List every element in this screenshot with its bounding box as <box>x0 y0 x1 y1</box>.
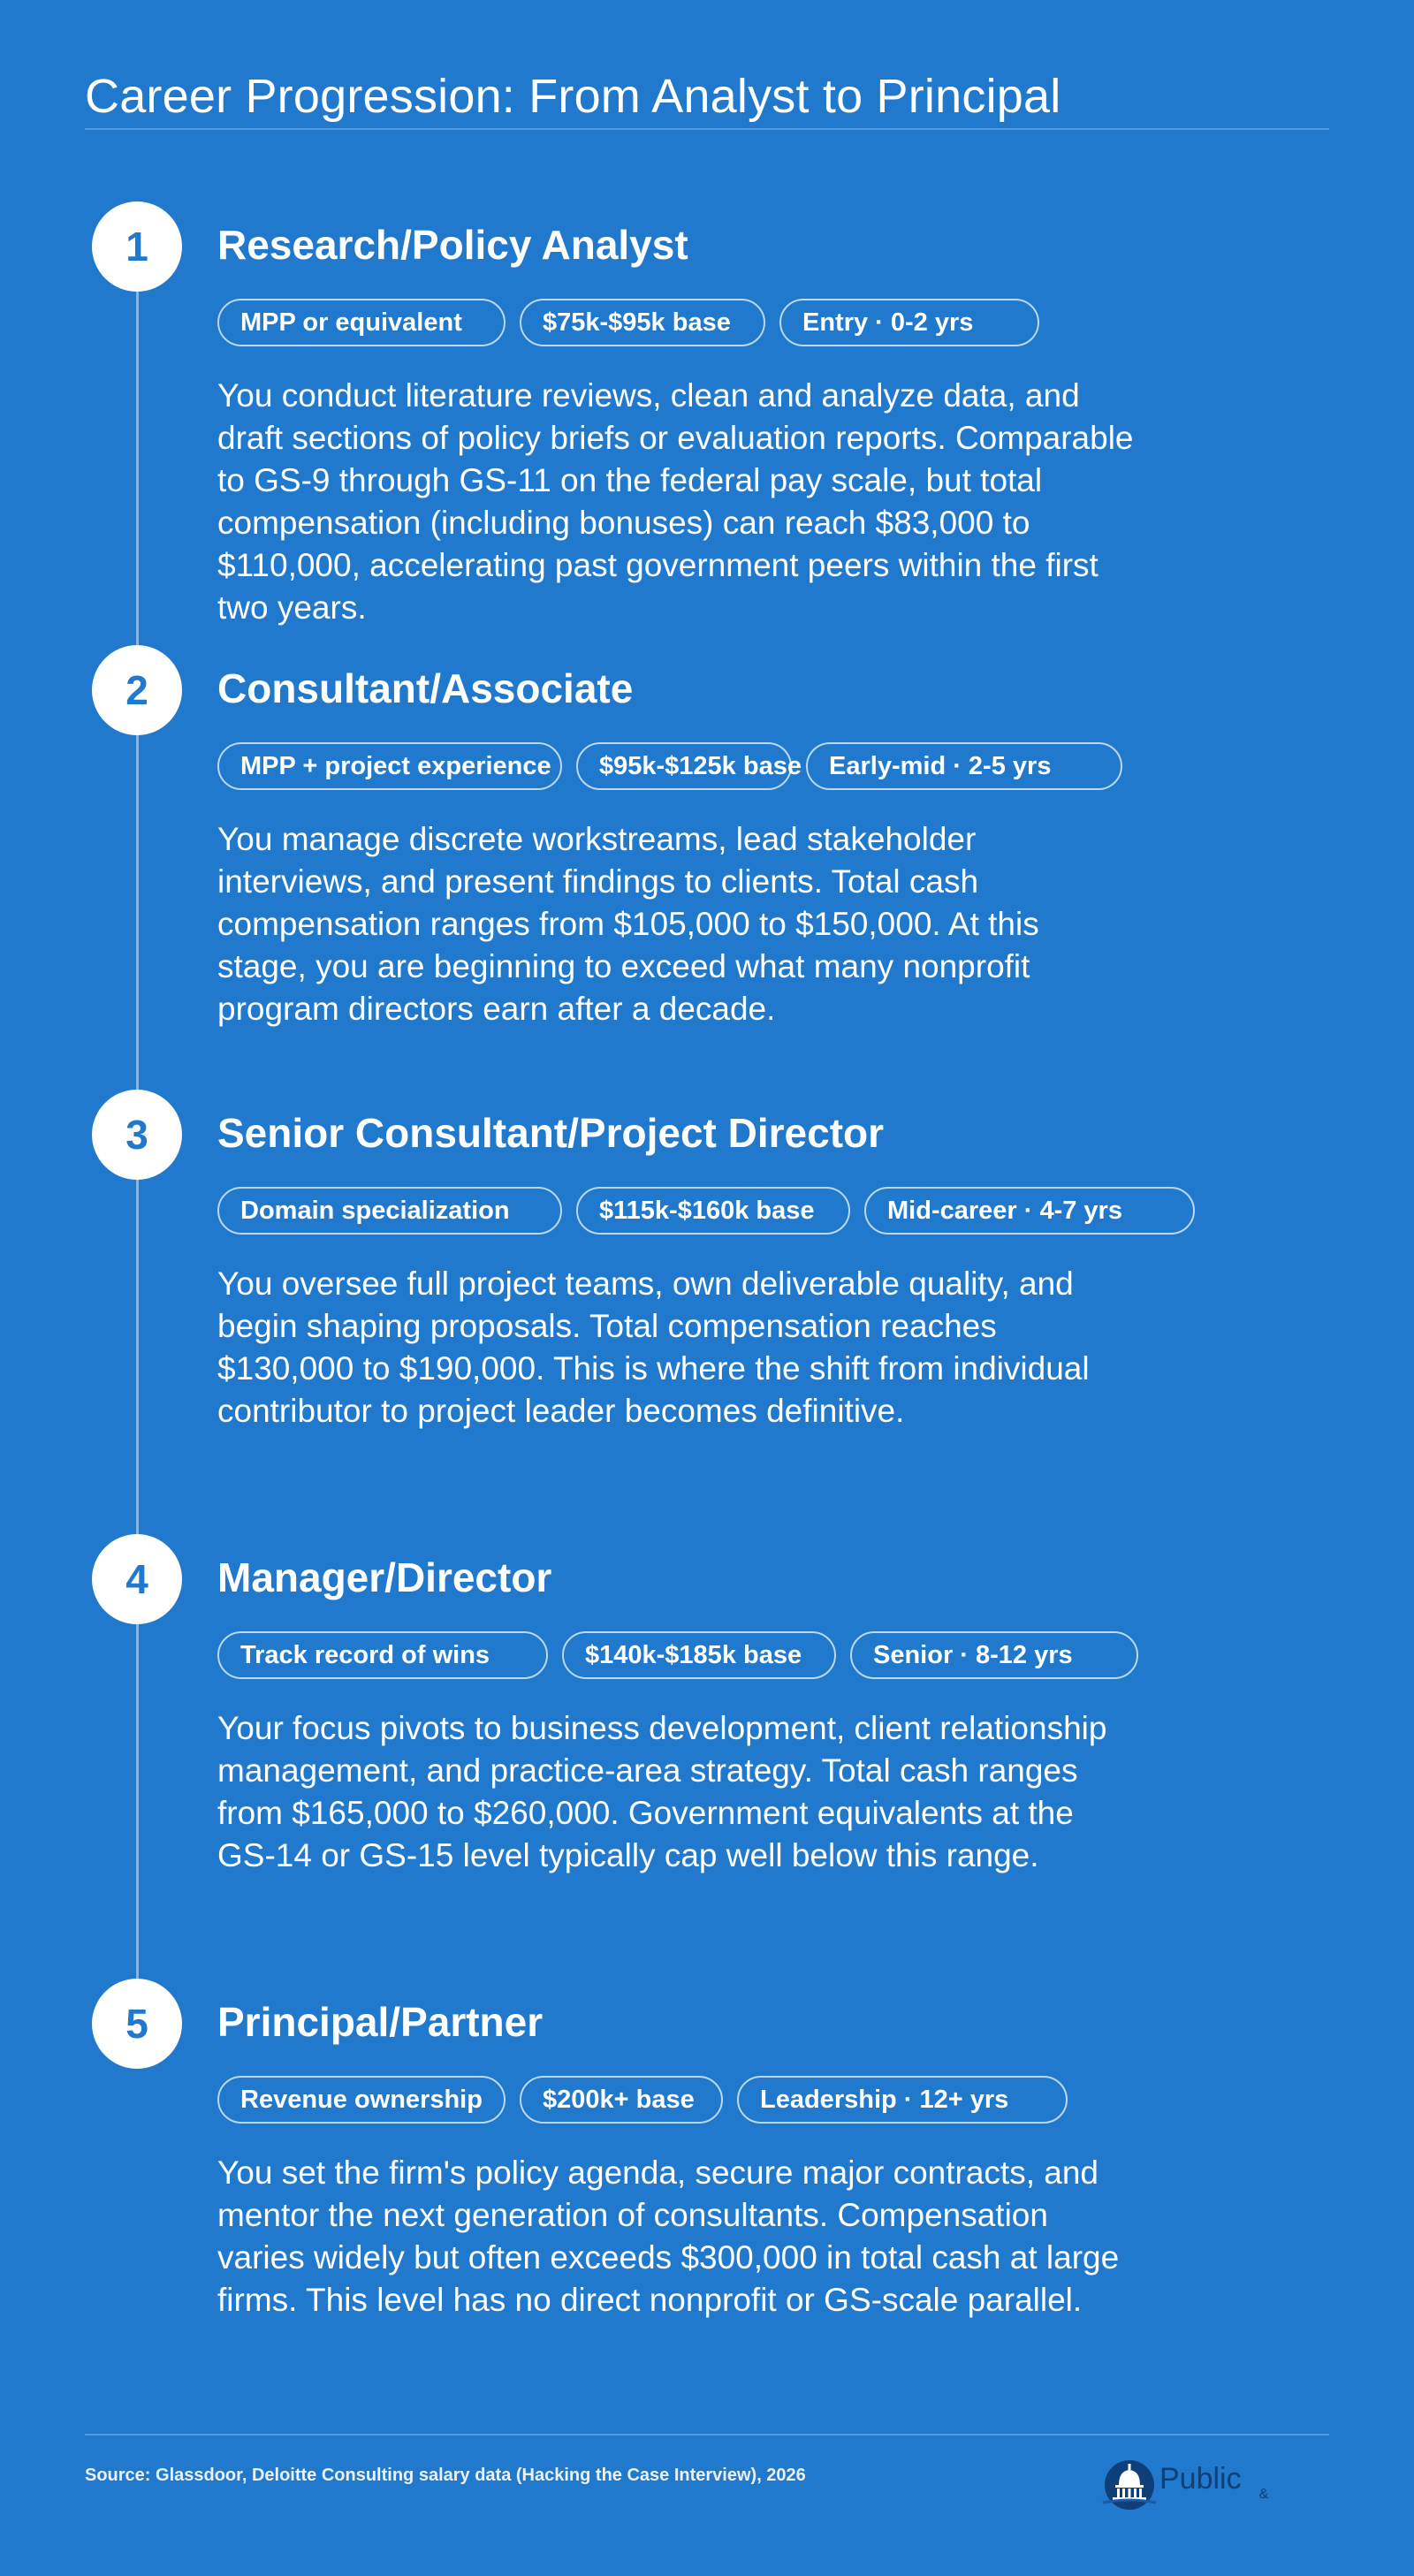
brand-logo <box>1101 2458 1268 2511</box>
capitol-dome-icon <box>1101 2458 1158 2513</box>
salary-tag: $200k+ base <box>520 2076 723 2124</box>
stage-tags <box>217 1631 1138 1679</box>
stage-tags <box>217 1187 1195 1235</box>
title-divider <box>85 128 1329 130</box>
level-tag: Early-mid · 2-5 yrs <box>806 742 1122 790</box>
page-title: Career Progression: From Analyst to Principal <box>85 70 1061 124</box>
footer-divider <box>85 2434 1329 2435</box>
salary-tag: $75k-$95k base <box>520 299 765 346</box>
level-tag: Mid-career · 4-7 yrs <box>864 1187 1195 1235</box>
stage-title: Research/Policy Analyst <box>217 222 688 268</box>
stage-tags <box>217 742 1122 790</box>
stage-number-badge: 5 <box>92 1979 182 2069</box>
logo-ampersand: & <box>1258 2487 1269 2502</box>
stage-number-badge: 1 <box>92 201 182 292</box>
level-tag: Entry · 0-2 yrs <box>779 299 1039 346</box>
stage-title: Principal/Partner <box>217 1999 544 2045</box>
footer-source: Source: Glassdoor, Deloitte Consulting salary data (Hacking the Case Interview), 2026 <box>85 2466 806 2485</box>
stage-title: Consultant/Associate <box>217 665 634 711</box>
education-tag: Track record of wins <box>217 1631 548 1679</box>
stage-description: You oversee full project teams, own deliverable quality, and begin shaping proposals. Total compensation reaches $130,000 to $190,000. This is where the shift from individual contributor to project leader becomes definitive. <box>217 1265 1090 1429</box>
stage-number-badge: 4 <box>92 1534 182 1624</box>
education-tag: MPP or equivalent <box>217 299 506 346</box>
stage-description: You set the firm's policy agenda, secure major contracts, and mentor the next generation of consultants. Compensation varies widely but often exceeds $300,000 in total cash at large firms. This level has no direct nonprofit or GS-scale parallel. <box>217 2154 1120 2318</box>
stage-title: Senior Consultant/Project Director <box>217 1110 885 1156</box>
stage-number-badge: 2 <box>92 645 182 735</box>
salary-tag: $140k-$185k base <box>562 1631 836 1679</box>
stage-title: Manager/Director <box>217 1554 552 1600</box>
stage-description: Your focus pivots to business development, client relationship management, and practice-area strategy. Total cash ranges from $165,000 to $260,000. Government equivalents at the GS-14 or GS-15 level typically cap well below this range. <box>217 1710 1107 1873</box>
stage-description: You manage discrete workstreams, lead stakeholder interviews, and present findings to clients. Total cash compensation ranges from $105,000 to $150,000. At this stage, you are beginning to exceed what many nonprofit program directors earn after a decade. <box>217 821 1039 1027</box>
salary-tag: $115k-$160k base <box>576 1187 850 1235</box>
logo-text: Public <box>1159 2462 1242 2496</box>
education-tag: MPP + project experience <box>217 742 562 790</box>
stage-description: You conduct literature reviews, clean and analyze data, and draft sections of policy briefs or evaluation reports. Comparable to GS-9 through GS-11 on the federal pay scale, but total compensation (including bonuses) can reach $83,000 to $110,000, accelerating past government peers within the first two years. <box>217 377 1134 626</box>
salary-tag: $95k-$125k base <box>576 742 792 790</box>
stage-number-badge: 3 <box>92 1090 182 1180</box>
education-tag: Domain specialization <box>217 1187 562 1235</box>
stage-tags <box>217 2076 1068 2124</box>
education-tag: Revenue ownership <box>217 2076 506 2124</box>
stage-tags <box>217 299 1039 346</box>
level-tag: Senior · 8-12 yrs <box>850 1631 1138 1679</box>
level-tag: Leadership · 12+ yrs <box>737 2076 1068 2124</box>
